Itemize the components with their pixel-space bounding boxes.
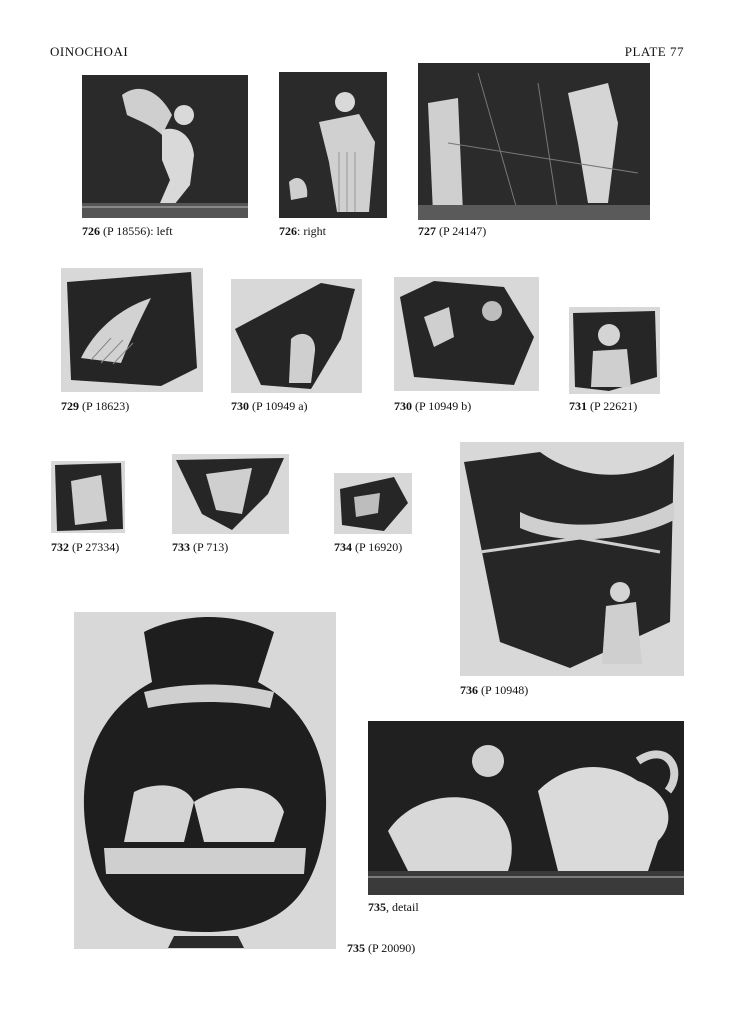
photo-736 (460, 442, 684, 676)
caption-731: 731 (P 22621) (569, 399, 638, 413)
caption-727: 727 (P 24147) (418, 224, 487, 238)
caption-736: 736 (P 10948) (460, 683, 529, 697)
caption-730b: 730 (P 10949 b) (394, 399, 472, 413)
photo-732 (51, 461, 125, 533)
caption-735: 735 (P 20090) (347, 941, 416, 955)
caption-735-detail: 735, detail (368, 900, 419, 914)
photo-735-detail (368, 721, 684, 895)
caption-730a: 730 (P 10949 a) (231, 399, 308, 413)
photo-731 (569, 307, 660, 394)
running-head-left: OINOCHOAI (50, 44, 129, 59)
photo-729 (61, 268, 203, 392)
caption-726-left: 726 (P 18556): left (82, 224, 173, 238)
photo-727 (418, 63, 650, 220)
running-head-right: PLATE 77 (624, 44, 684, 59)
caption-729: 729 (P 18623) (61, 399, 130, 413)
caption-733: 733 (P 713) (172, 540, 229, 554)
photo-730b (394, 277, 539, 391)
photo-734 (334, 473, 412, 534)
caption-734: 734 (P 16920) (334, 540, 403, 554)
caption-726-right: 726: right (279, 224, 326, 238)
photo-726-right (279, 72, 387, 218)
caption-732: 732 (P 27334) (51, 540, 120, 554)
photo-726-left (82, 75, 248, 218)
photo-735-vase (74, 612, 336, 949)
photo-730a (231, 279, 362, 393)
photo-733 (172, 454, 289, 534)
